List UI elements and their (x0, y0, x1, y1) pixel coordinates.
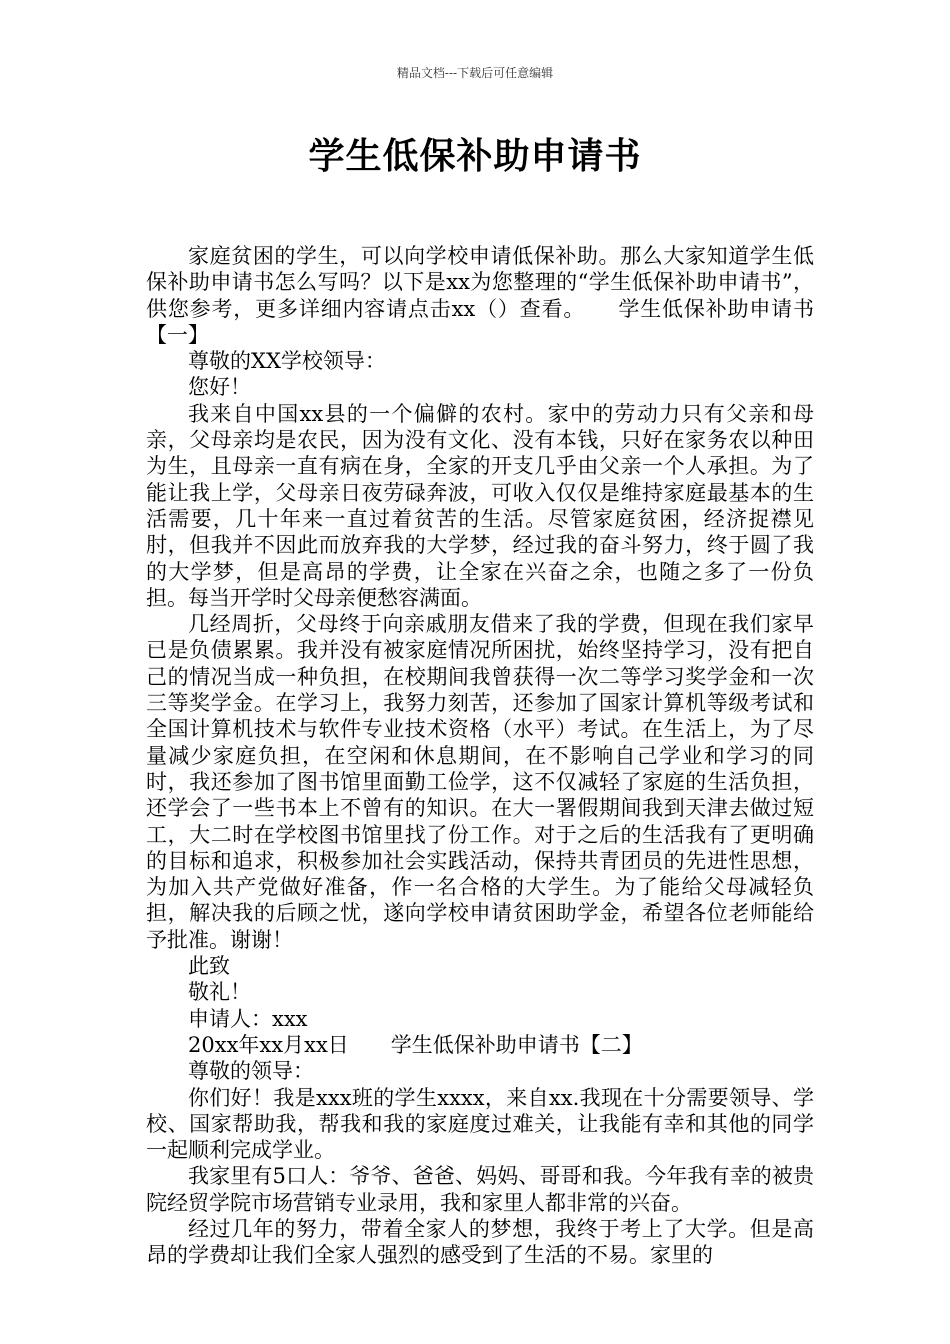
document-title: 学生低保补助申请书 (308, 136, 642, 177)
paragraph-greeting-2: 你们好！我是xxx班的学生xxxx，来自xx.我现在十分需要领导、学校、国家帮助我，帮我和我的家庭度过难关，让我能有幸和其他的同学一起顺利完成学业。 (146, 1085, 814, 1163)
paragraph-salutation: 尊敬的XX学校领导： (188, 349, 386, 374)
paragraph-family-members: 我家里有5口人：爷爷、爸爸、妈妈、哥哥和我。今年我有幸的被贵院经贸学院市场营销专业录用，我和家里人都非常的兴奋。 (146, 1164, 814, 1215)
paragraph-date-section-2: 20xx年xx月xx日 学生低保补助申请书【二】 (188, 1032, 643, 1057)
paragraph-closing-2: 敬礼！ (188, 980, 251, 1005)
header-note: 精品文档---下载后可任意编辑 (396, 66, 554, 80)
paragraph-study-work: 几经周折，父母终于向亲戚朋友借来了我的学费，但现在我们家早已是负债累累。我并没有被家庭情况所困扰，始终坚持学习，没有把自己的情况当成一种负担，在校期间我曾获得一次二等学习奖学金和一次三等奖学金。在学习上，我努力刻苦，还参加了国家计算机等级考试和全国计算机技术与软件专业技术资格（水平）考试。在生活上，为了尽量减少家庭负担，在空闲和休息期间，在不影响自己学业和学习的同时，我还参加了图书馆里面勤工俭学，这不仅减轻了家庭的生活负担，还学会了一些书本上不曾有的知识。在大一署假期间我到天津去做过短工，大二时在学校图书馆里找了份工作。对于之后的生活我有了更明确的目标和追求，积极参加社会实践活动，保持共青团员的先进性思想，为加入共产党做好准备，作一名合格的大学生。为了能给父母减轻负担，解决我的后顾之忧，遂向学校申请贫困助学金，希望各位老师能给予批准。谢谢！ (146, 612, 814, 952)
paragraph-closing-1: 此致 (188, 954, 230, 979)
paragraph-greeting: 您好！ (188, 375, 251, 400)
document-body (146, 243, 814, 1269)
paragraph-family-background: 我来自中国xx县的一个偏僻的农村。家中的劳动力只有父亲和母亲，父母亲均是农民，因为没有文化、没有本钱，只好在家务农以种田为生，且母亲一直有病在身，全家的开支几乎由父亲一个人承担。为了能让我上学，父母亲日夜劳碌奔波，可收入仅仅是维持家庭最基本的生活需要，几十年来一直过着贫苦的生活。尽管家庭贫困，经济捉襟见肘，但我并不因此而放弃我的大学梦，经过我的奋斗努力，终于圆了我的大学梦，但是高昂的学费，让全家在兴奋之余，也随之多了一份负担。每当开学时父母亲便愁容满面。 (146, 401, 814, 610)
paragraph-salutation-2: 尊敬的领导： (188, 1059, 314, 1084)
paragraph-tuition: 经过几年的努力，带着全家人的梦想，我终于考上了大学。但是高昂的学费却让我们全家人强烈的感受到了生活的不易。家里的 (146, 1216, 814, 1268)
paragraph-intro: 家庭贫困的学生，可以向学校申请低保补助。那么大家知道学生低保补助申请书怎么写吗？以下是xx为您整理的“学生低保补助申请书”，供您参考，更多详细内容请点击xx（）查看。 学生低保补助申请书【一】 (146, 244, 814, 347)
paragraph-applicant: 申请人：xxx (188, 1006, 308, 1031)
